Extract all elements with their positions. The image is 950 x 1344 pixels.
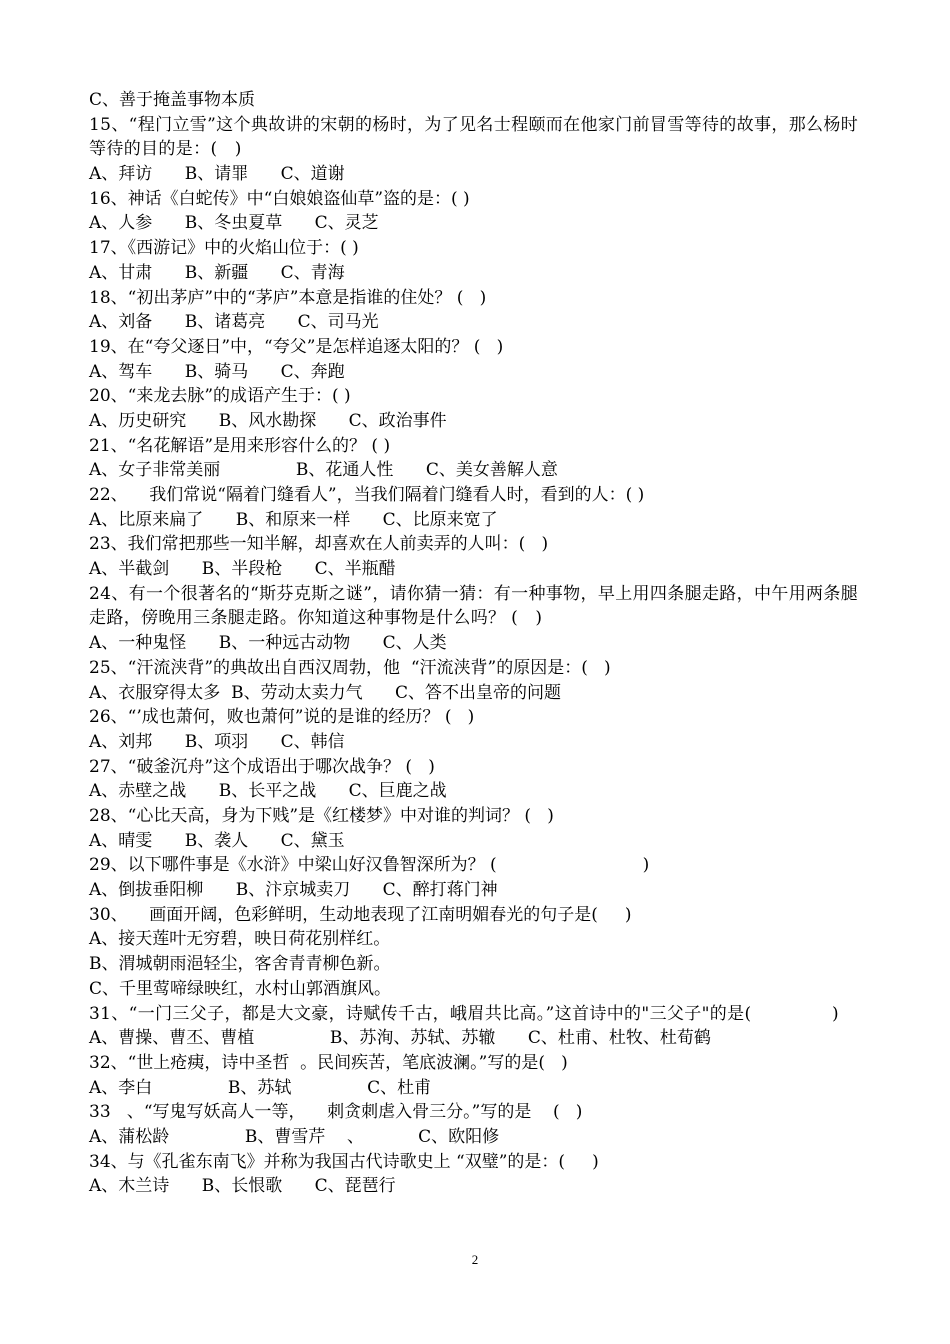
- question-line: 32、“世上疮痍，诗中圣哲 。民间疾苦，笔底波澜。”写的是( ): [89, 1052, 568, 1073]
- question-line: 30、 画面开阔，色彩鲜明，生动地表现了江南明媚春光的句子是( ): [89, 904, 632, 925]
- option-line: A、蒲松龄 B、曹雪芹 、 C、欧阳修: [89, 1126, 500, 1147]
- question-line: 24、有一个很著名的“斯芬克斯之谜”，请你猜一猜：有一种事物，早上用四条腿走路，中午用两条腿走路，傍晚用三条腿走路。你知道这种事物是什么吗？ ( ): [89, 583, 859, 629]
- option-line: A、衣服穿得太多 B、劳动太卖力气 C、答不出皇帝的问题: [89, 682, 562, 703]
- option-line: A、赤壁之战 B、长平之战 C、巨鹿之战: [89, 781, 447, 802]
- question-line: 27、“破釜沉舟”这个成语出于哪次战争？ ( ): [89, 756, 435, 777]
- option-line: A、人参 B、冬虫夏草 C、灵芝: [89, 213, 379, 234]
- option-line: B、渭城朝雨浥轻尘，客舍青青柳色新。: [89, 954, 391, 975]
- question-line: 16、神话《白蛇传》中“白娘娘盗仙草”盗的是：( ): [89, 188, 470, 209]
- question-line: 18、“初出茅庐”中的“茅庐”本意是指谁的住处？ ( ): [89, 287, 487, 308]
- question-line: 25、“汗流浃背”的典故出自西汉周勃，他 “汗流浃背”的原因是：( ): [89, 657, 611, 678]
- document-page: [89, 88, 869, 1199]
- option-line: A、甘肃 B、新疆 C、青海: [89, 262, 345, 283]
- question-line: 28、“心比天高，身为下贱”是《红楼梦》中对谁的判词？ ( ): [89, 806, 554, 826]
- question-line: 17、《西游记》中的火焰山位于：( ): [89, 238, 359, 259]
- question-line: 20、“来龙去脉”的成语产生于：( ): [89, 386, 351, 407]
- option-line: A、曹操、曹丕、曹植 B、苏洵、苏轼、苏辙 C、杜甫、杜牧、杜荀鹤: [89, 1028, 711, 1049]
- question-line: 22、 我们常说“隔着门缝看人”，当我们隔着门缝看人时，看到的人：( ): [89, 485, 645, 506]
- option-line: A、半截剑 B、半段枪 C、半瓶醋: [89, 559, 396, 580]
- option-line: A、驾车 B、骑马 C、奔跑: [89, 361, 345, 382]
- question-line: 23、我们常把那些一知半解，却喜欢在人前卖弄的人叫：( ): [89, 534, 549, 555]
- question-line: 26、“’成也萧何，败也萧何”说的是谁的经历？ ( ): [89, 707, 475, 728]
- question-line: 21、“名花解语”是用来形容什么的？ ( ): [89, 435, 391, 456]
- question-line: 15、“程门立雪”这个典故讲的宋朝的杨时，为了见名士程颐而在他家门前冒雪等待的故事，那么杨时等待的目的是：( ): [89, 114, 859, 160]
- option-line: A、刘备 B、诸葛亮 C、司马光: [89, 312, 379, 333]
- option-line: A、木兰诗 B、长恨歌 C、琵琶行: [89, 1176, 396, 1197]
- option-line: A、晴雯 B、袭人 C、黛玉: [89, 830, 345, 851]
- option-line: A、拜访 B、请罪 C、道谢: [89, 164, 345, 185]
- option-line: C、千里莺啼绿映红，水村山郭酒旗风。: [89, 978, 392, 999]
- option-line: C、善于掩盖事物本质: [89, 90, 256, 110]
- option-line: A、倒拔垂阳柳 B、汴京城卖刀 C、醉打蒋门神: [89, 880, 498, 901]
- question-line: 29、以下哪件事是《水浒》中梁山好汉鲁智深所为？ ( ): [89, 855, 650, 876]
- option-line: A、比原来扁了 B、和原来一样 C、比原来宽了: [89, 509, 498, 530]
- option-line: A、李白 B、苏轼 C、杜甫: [89, 1077, 432, 1098]
- page-number: 2: [471, 1252, 479, 1267]
- question-line: 31、“一门三父子，都是大文豪，诗赋传千古，峨眉共比高。”这首诗中的"三父子"的是( ): [89, 1003, 840, 1024]
- option-line: A、一种鬼怪 B、一种远古动物 C、人类: [89, 633, 447, 654]
- option-line: A、历史研究 B、风水勘探 C、政治事件: [89, 410, 447, 431]
- option-line: A、接天莲叶无穷碧，映日荷花别样红。: [89, 929, 391, 950]
- question-line: 34、与《孔雀东南飞》并称为我国古代诗歌史上 “双璧”的是：( ): [89, 1151, 599, 1172]
- option-line: A、刘邦 B、项羽 C、韩信: [89, 731, 345, 752]
- option-line: A、女子非常美丽 B、花通人性 C、美女善解人意: [89, 460, 558, 481]
- question-line: 33 、“写鬼写妖高人一等， 刺贪刺虐入骨三分。”写的是 ( ): [89, 1102, 583, 1123]
- question-line: 19、在“夸父逐日”中，“夸父”是怎样追逐太阳的？ ( ): [89, 336, 504, 357]
